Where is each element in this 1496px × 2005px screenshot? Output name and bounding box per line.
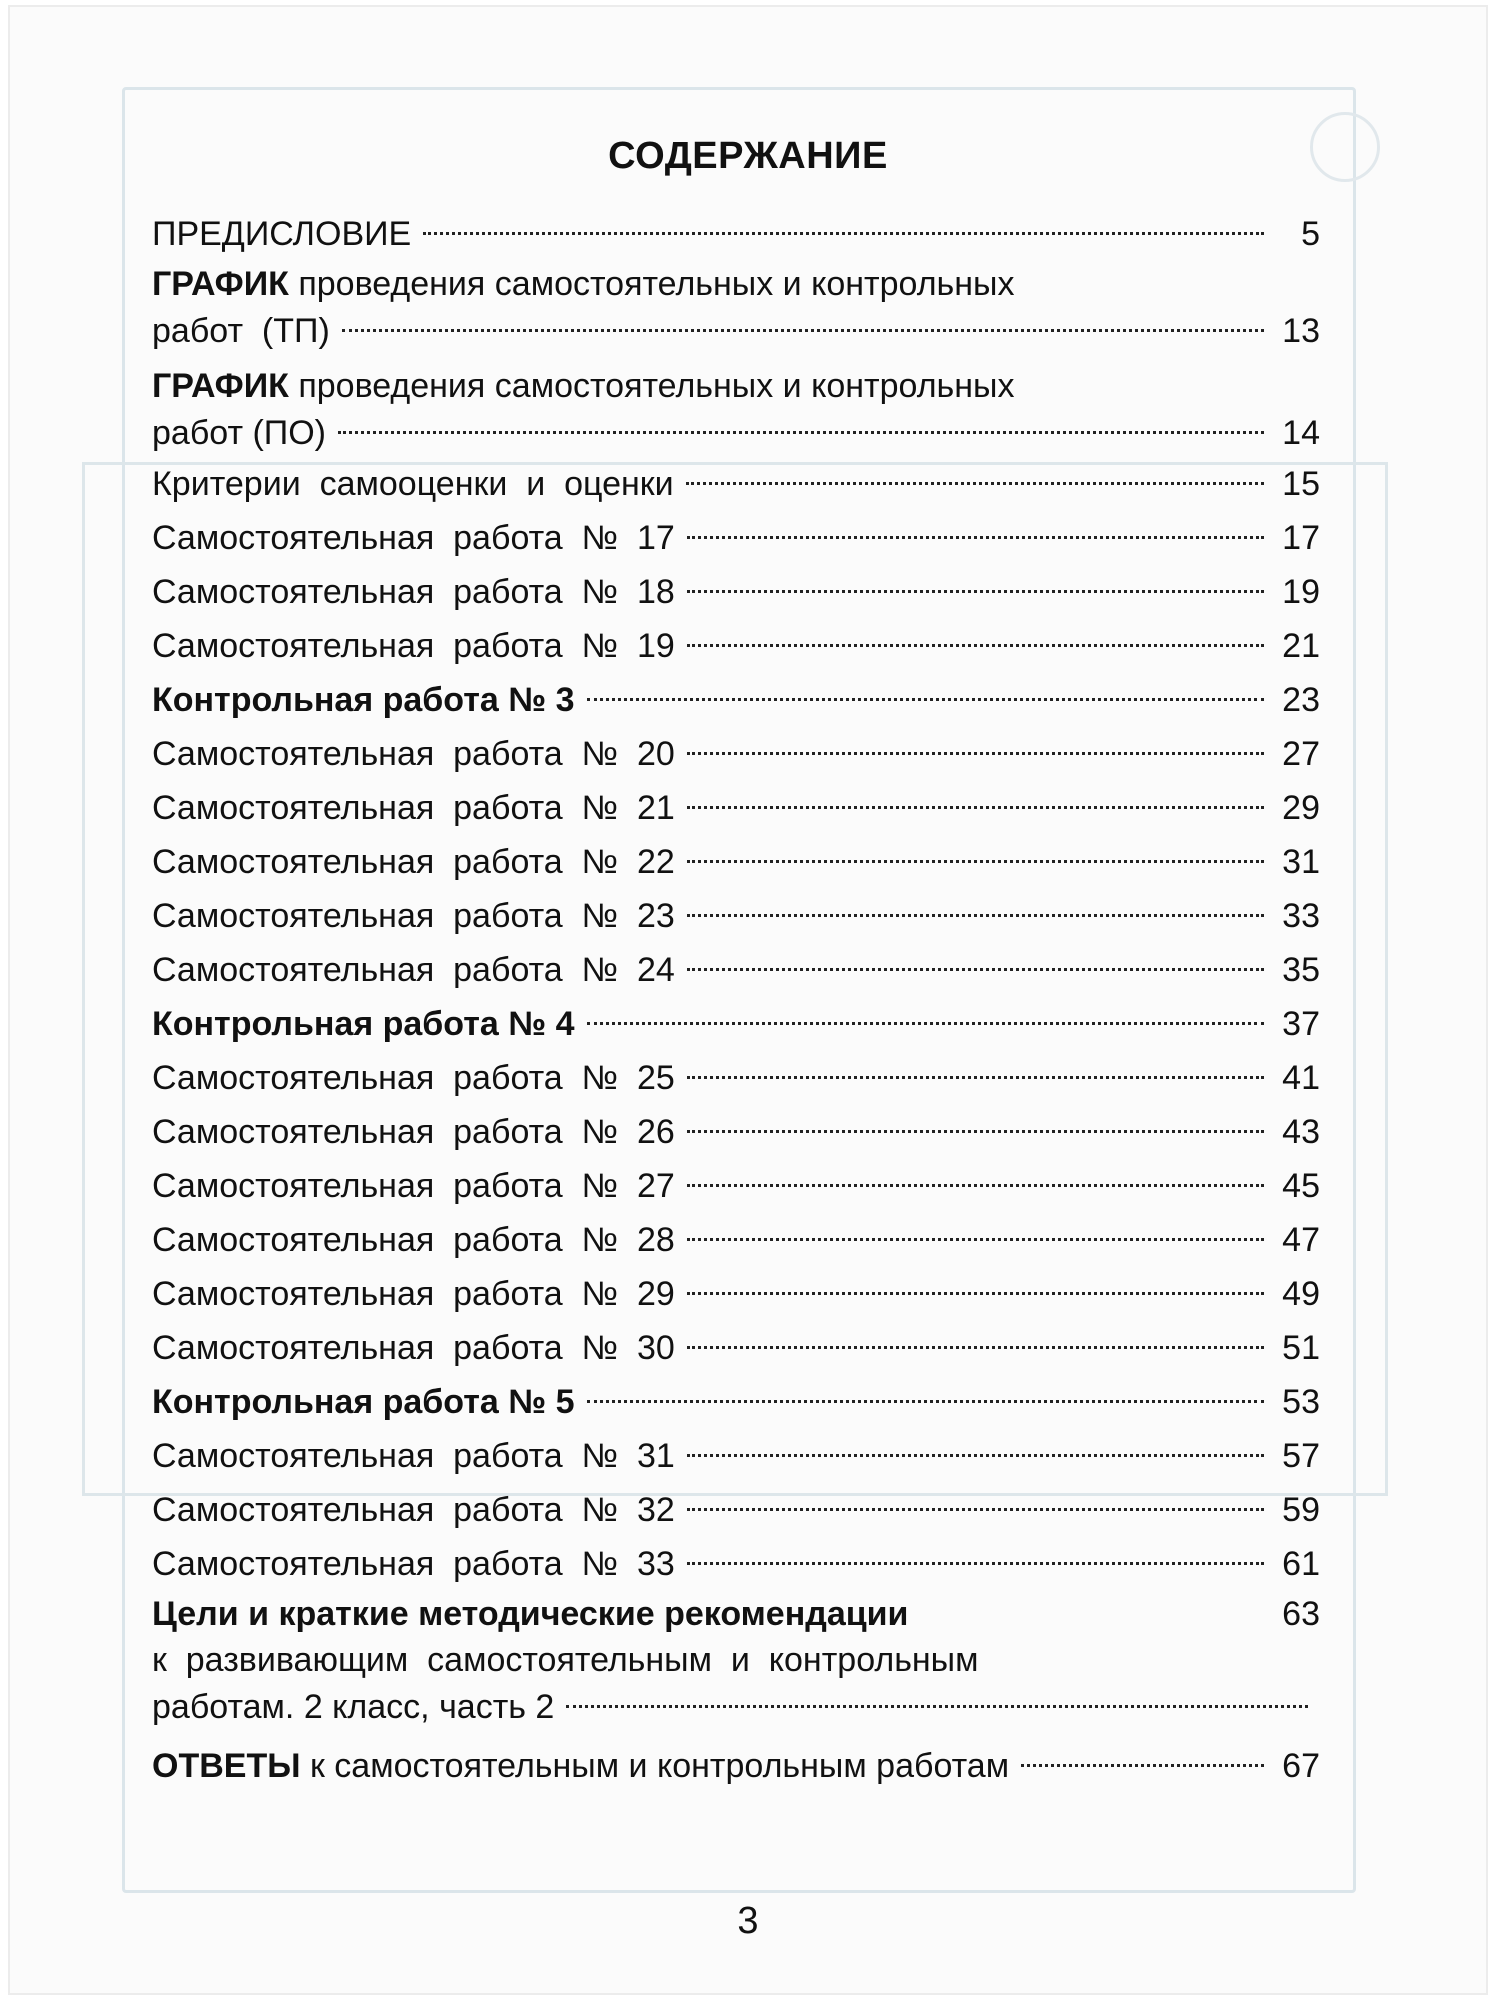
toc-entry-title-bold: ГРАФИК <box>152 367 289 405</box>
toc-entry-page: 63 <box>1282 1595 1320 1633</box>
toc-entry-page: 45 <box>1282 1167 1320 1205</box>
leader-dots <box>687 752 1264 755</box>
toc-entry-page: 67 <box>1282 1747 1320 1785</box>
toc-entry-title: Критерии самооценки и оценки <box>152 465 674 503</box>
toc-entry-page: 14 <box>1282 414 1320 452</box>
toc-entry-title: Самостоятельная работа № 25 <box>152 1059 675 1097</box>
toc-entry-title: Самостоятельная работа № 18 <box>152 573 675 611</box>
toc-entry-page: 35 <box>1282 951 1320 989</box>
leader-dots <box>687 968 1264 971</box>
leader-dots <box>687 1076 1264 1079</box>
toc-entry-title: Самостоятельная работа № 23 <box>152 897 675 935</box>
toc-entry-page: 5 <box>1301 215 1320 253</box>
toc-entry <box>152 1739 1320 1793</box>
toc-entry-page: 27 <box>1282 735 1320 773</box>
toc-entry-title-line3: работам. 2 класс, часть 2 <box>152 1688 555 1726</box>
toc-entry-title: Контрольная работа № 3 <box>152 681 575 719</box>
toc-entry-title: Самостоятельная работа № 17 <box>152 519 675 557</box>
toc-entry-title-bold: ОТВЕТЫ <box>152 1747 301 1785</box>
toc-entry <box>152 727 1320 781</box>
toc-entry-page: 57 <box>1282 1437 1320 1475</box>
toc-entry <box>152 1159 1320 1213</box>
toc-entry <box>152 1213 1320 1267</box>
toc-entry <box>152 1267 1320 1321</box>
toc-entry-title-bold: ГРАФИК <box>152 265 289 303</box>
toc-entry-title: Самостоятельная работа № 28 <box>152 1221 675 1259</box>
toc-entry-title-line2: работ (ТП) <box>152 312 330 350</box>
toc-entry <box>152 1375 1320 1429</box>
toc-entry-page: 49 <box>1282 1275 1320 1313</box>
toc-entry <box>152 207 1320 261</box>
leader-dots <box>686 482 1264 485</box>
toc-entry-page: 15 <box>1282 465 1320 503</box>
toc-entry <box>152 1051 1320 1105</box>
toc-entry-page: 13 <box>1282 312 1320 350</box>
toc-entry-title: Самостоятельная работа № 32 <box>152 1491 675 1529</box>
toc-entry <box>152 1105 1320 1159</box>
leader-dots <box>687 1238 1264 1241</box>
toc-entry-title: Самостоятельная работа № 20 <box>152 735 675 773</box>
leader-dots <box>687 860 1264 863</box>
leader-dots <box>687 1562 1264 1565</box>
leader-dots <box>687 536 1264 539</box>
leader-dots <box>338 431 1264 434</box>
leader-dots <box>587 698 1265 701</box>
toc-entry <box>152 457 1320 511</box>
toc-entry <box>152 673 1320 727</box>
toc-entry-page: 33 <box>1282 897 1320 935</box>
toc-entry-title-bold: Цели и краткие методические рекомендации <box>152 1595 909 1633</box>
toc-entry-title: Самостоятельная работа № 24 <box>152 951 675 989</box>
toc-entry-page: 47 <box>1282 1221 1320 1259</box>
toc-entry-title: к самостоятельным и контрольным работам <box>300 1747 1010 1785</box>
toc-entry <box>152 363 1320 457</box>
toc-entry <box>152 889 1320 943</box>
toc-entry-title: Самостоятельная работа № 21 <box>152 789 675 827</box>
leader-dots <box>587 1022 1265 1025</box>
leader-dots <box>1021 1764 1264 1767</box>
toc-entry <box>152 781 1320 835</box>
toc-entry-page: 59 <box>1282 1491 1320 1529</box>
toc-entry-page: 41 <box>1282 1059 1320 1097</box>
toc-entry-title: Самостоятельная работа № 30 <box>152 1329 675 1367</box>
toc-entry <box>152 511 1320 565</box>
toc-entry-title-line2: работ (ПО) <box>152 414 327 452</box>
leader-dots <box>687 644 1264 647</box>
book-page <box>8 5 1488 1995</box>
page-number: 3 <box>737 1900 759 1942</box>
toc-entry-title: Самостоятельная работа № 26 <box>152 1113 675 1151</box>
leader-dots <box>423 232 1264 235</box>
toc-entry-title: проведения самостоятельных и контрольных <box>288 367 1015 405</box>
leader-dots <box>687 1508 1264 1511</box>
toc-entry-title: ПРЕДИСЛОВИЕ <box>152 215 412 253</box>
toc-entry-page: 43 <box>1282 1113 1320 1151</box>
toc-entry-page: 29 <box>1282 789 1320 827</box>
toc-entry-page: 21 <box>1282 627 1320 665</box>
table-of-contents <box>152 207 1320 1793</box>
toc-entry-title: проведения самостоятельных и контрольных <box>288 265 1015 303</box>
page-title: СОДЕРЖАНИЕ <box>608 135 888 177</box>
toc-entry <box>152 261 1320 355</box>
toc-entry <box>152 1537 1320 1591</box>
toc-entry <box>152 943 1320 997</box>
toc-entry <box>152 1483 1320 1537</box>
leader-dots <box>687 1346 1264 1349</box>
toc-entry-title: Контрольная работа № 4 <box>152 1005 575 1043</box>
toc-entry-page: 37 <box>1282 1005 1320 1043</box>
toc-entry-page: 19 <box>1282 573 1320 611</box>
toc-entry-page: 53 <box>1282 1383 1320 1421</box>
toc-entry <box>152 835 1320 889</box>
leader-dots <box>687 914 1264 917</box>
toc-entry-page: 51 <box>1282 1329 1320 1367</box>
toc-entry-page: 17 <box>1282 519 1320 557</box>
leader-dots <box>687 1130 1264 1133</box>
leader-dots <box>687 1454 1264 1457</box>
leader-dots <box>687 806 1264 809</box>
leader-dots <box>687 1184 1264 1187</box>
toc-entry <box>152 619 1320 673</box>
toc-entry-title: Самостоятельная работа № 22 <box>152 843 675 881</box>
toc-entry-title: Самостоятельная работа № 33 <box>152 1545 675 1583</box>
toc-entry-page: 31 <box>1282 843 1320 881</box>
toc-entry-title: Контрольная работа № 5 <box>152 1383 575 1421</box>
leader-dots <box>566 1705 1308 1708</box>
leader-dots <box>687 590 1264 593</box>
leader-dots <box>687 1292 1264 1295</box>
toc-entry-title: Самостоятельная работа № 29 <box>152 1275 675 1313</box>
toc-entry <box>152 997 1320 1051</box>
toc-entry-page: 61 <box>1282 1545 1320 1583</box>
toc-entry-page: 23 <box>1282 681 1320 719</box>
toc-entry <box>152 1321 1320 1375</box>
toc-entry-title: Самостоятельная работа № 19 <box>152 627 675 665</box>
toc-entry <box>152 1429 1320 1483</box>
leader-dots <box>587 1400 1265 1403</box>
toc-entry <box>152 1591 1320 1731</box>
toc-entry-title: Самостоятельная работа № 27 <box>152 1167 675 1205</box>
leader-dots <box>342 329 1264 332</box>
toc-entry-title-line2: к развивающим самостоятельным и контрольным <box>152 1641 979 1679</box>
toc-entry <box>152 565 1320 619</box>
toc-entry-title: Самостоятельная работа № 31 <box>152 1437 675 1475</box>
